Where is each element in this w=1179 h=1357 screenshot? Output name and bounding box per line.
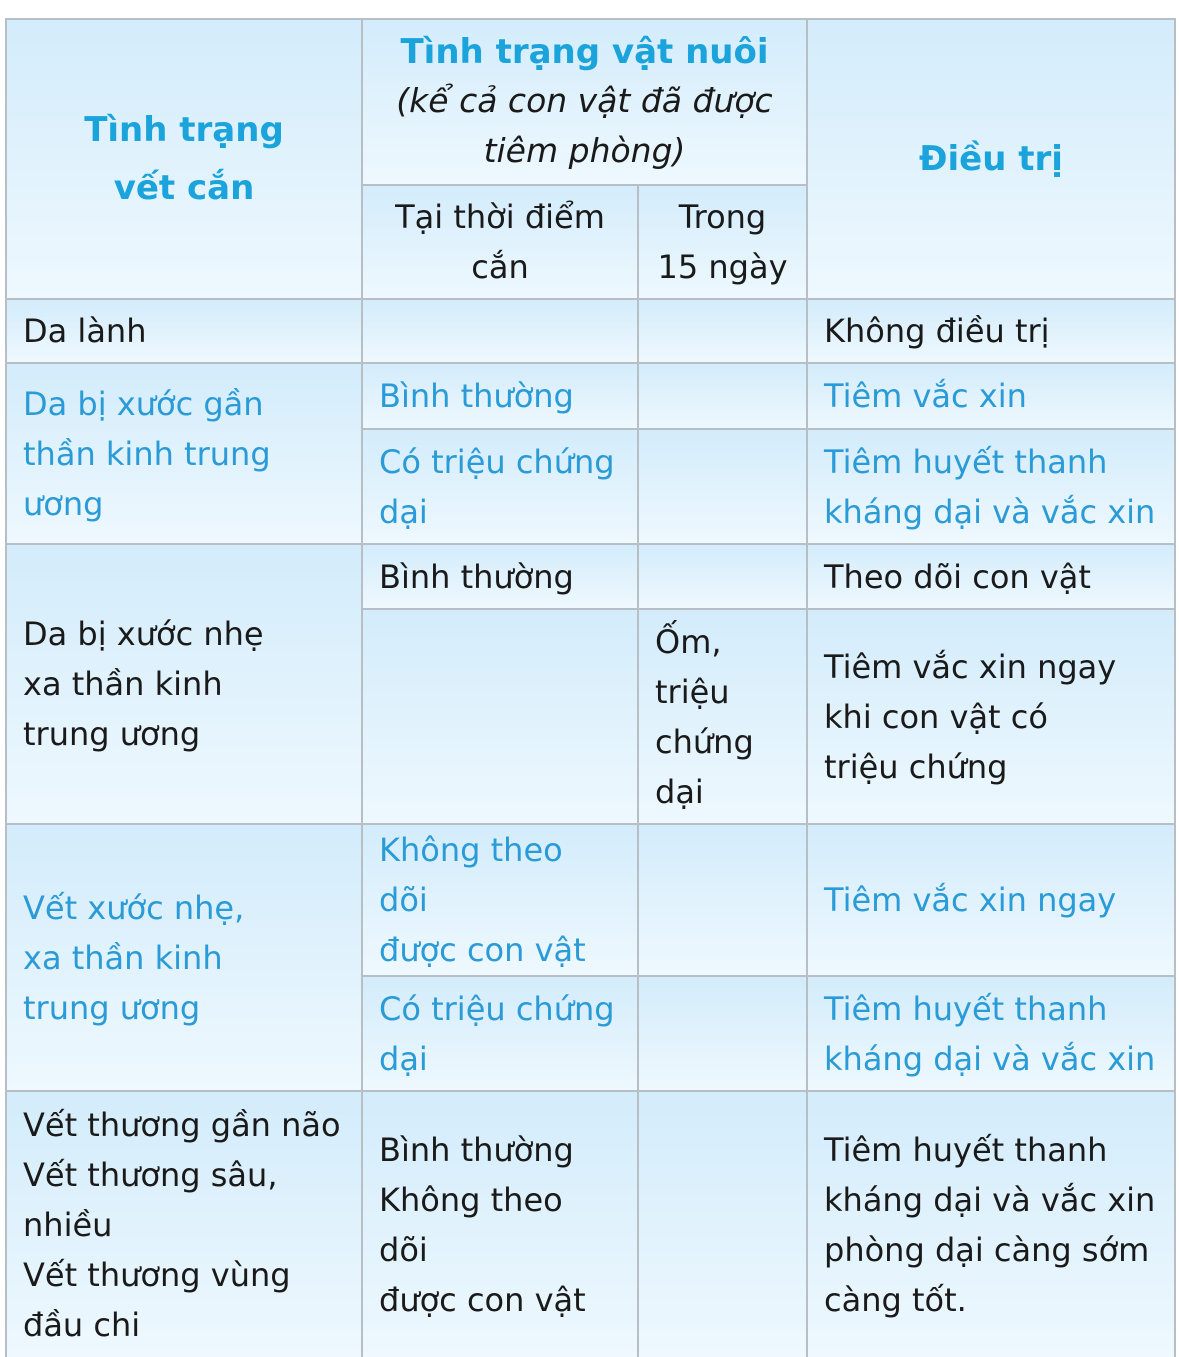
row3b-within-15: Ốm, triệu chứng dại (638, 609, 807, 824)
header-treatment: Điều trị (807, 19, 1175, 299)
header-within-15-days: Trong 15 ngày (638, 185, 807, 299)
row4-wound: Vết xước nhẹ, xa thần kinh trung ương (6, 824, 362, 1091)
row2a-treatment: Tiêm vắc xin (807, 363, 1175, 429)
row4a-treatment: Tiêm vắc xin ngay (807, 824, 1175, 976)
row4a-within-15 (638, 824, 807, 976)
row3a-treatment: Theo dõi con vật (807, 544, 1175, 609)
row4b-at-bite: Có triệu chứng dại (362, 976, 638, 1091)
header-animal-title: Tình trạng vật nuôi (400, 32, 769, 72)
row2b-within-15 (638, 429, 807, 544)
row2b-at-bite: Có triệu chứng dại (362, 429, 638, 544)
row1-wound: Da lành (6, 299, 362, 363)
row2-wound: Da bị xước gần thần kinh trung ương (6, 363, 362, 544)
header-wound-condition: Tình trạng vết cắn (6, 19, 362, 299)
row3b-at-bite (362, 609, 638, 824)
row2a-within-15 (638, 363, 807, 429)
row5-treatment: Tiêm huyết thanh kháng dại và vắc xin phòng dại càng sớm càng tốt. (807, 1091, 1175, 1357)
rabies-treatment-table (5, 18, 1176, 1357)
header-at-bite: Tại thời điểm cắn (362, 185, 638, 299)
row4b-within-15 (638, 976, 807, 1091)
row1-at-bite (362, 299, 638, 363)
row1-within-15 (638, 299, 807, 363)
header-animal-condition (362, 19, 807, 185)
row1-treatment: Không điều trị (807, 299, 1175, 363)
row5-at-bite: Bình thường Không theo dõi được con vật (362, 1091, 638, 1357)
header-animal-note: (kể cả con vật đã được tiêm phòng) (396, 81, 773, 170)
row5-wound: Vết thương gần não Vết thương sâu, nhiều Vết thương vùng đầu chi (6, 1091, 362, 1357)
row3a-at-bite: Bình thường (362, 544, 638, 609)
row2b-treatment: Tiêm huyết thanh kháng dại và vắc xin (807, 429, 1175, 544)
row3a-within-15 (638, 544, 807, 609)
row2a-at-bite: Bình thường (362, 363, 638, 429)
row5-within-15 (638, 1091, 807, 1357)
row3-wound: Da bị xước nhẹ xa thần kinh trung ương (6, 544, 362, 824)
row3b-treatment: Tiêm vắc xin ngay khi con vật có triệu chứng (807, 609, 1175, 824)
row4a-at-bite: Không theo dõi được con vật (362, 824, 638, 976)
row4b-treatment: Tiêm huyết thanh kháng dại và vắc xin (807, 976, 1175, 1091)
